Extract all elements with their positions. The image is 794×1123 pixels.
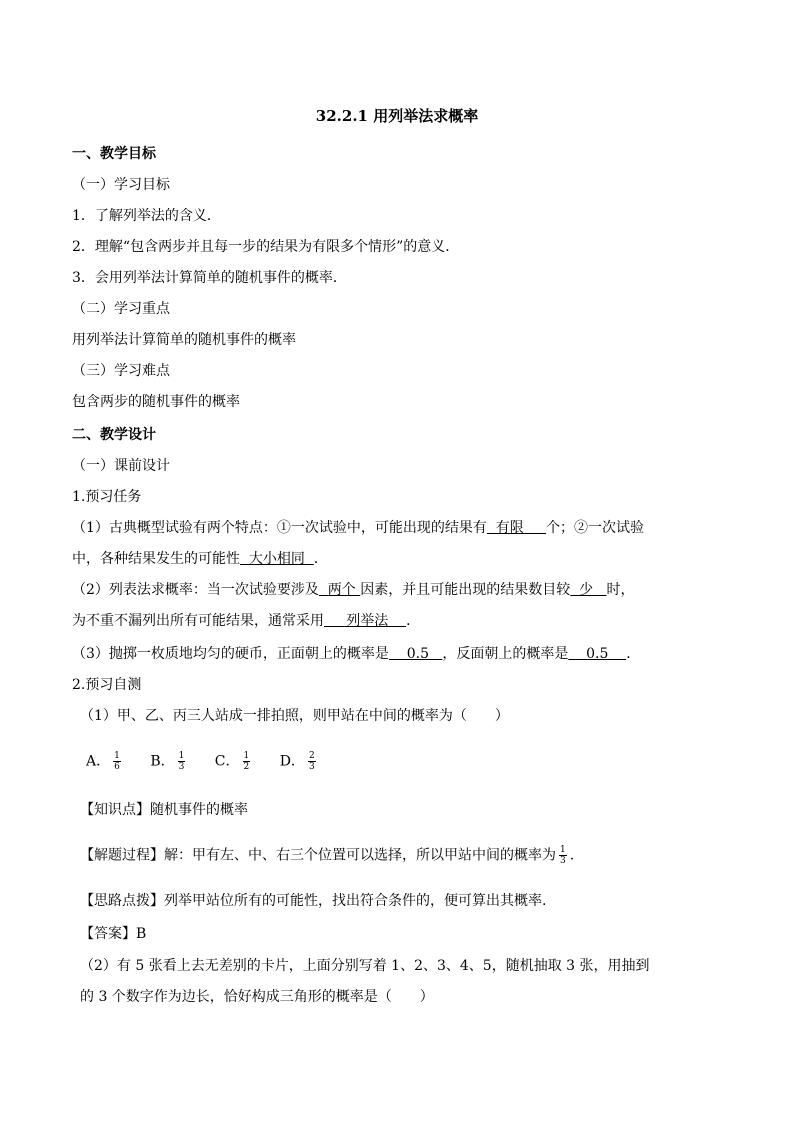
answer-blank: 有限 [486, 520, 547, 536]
answer-blank: 0.5 [388, 646, 443, 662]
answer-blank: 大小相同 [240, 551, 314, 567]
fraction: $\frac{1}{6}$ [114, 751, 120, 772]
subheading-learning-goals: （一）学习目标 [72, 177, 170, 193]
answer-blank: 少 [570, 582, 607, 598]
fraction: $\frac{1}{3}$ [178, 751, 185, 772]
answer: 【答案】B [80, 926, 147, 942]
answer-blank: 两个 [318, 582, 361, 598]
answer-tag: 【答案】 [80, 926, 136, 942]
answer-blank: 0.5 [568, 646, 627, 662]
task-2-line-1: （2）列表法求概率：当一次试验要涉及 两个 因素，并且可能出现的结果数目较 少 时， [72, 582, 635, 598]
option-c: C． $\frac{1}{2}$ [214, 751, 250, 772]
task-2-line-2: 为不重不漏列出所有可能结果，通常采用 列举法 ． [72, 613, 421, 629]
answer-blank: 列举法 [324, 613, 407, 629]
subheading-key-points: （二）学习重点 [72, 301, 170, 317]
fraction: $\frac{2}{3}$ [308, 751, 315, 772]
hint: 【思路点拨】列举甲站位所有的可能性，找出符合条件的，便可算出其概率. [80, 893, 547, 909]
option-d: D． $\frac{2}{3}$ [279, 751, 315, 772]
hint-tag: 【思路点拨】 [80, 893, 164, 909]
knowledge-point: 【知识点】随机事件的概率 [80, 802, 248, 818]
section-heading-design: 二、教学设计 [72, 427, 156, 443]
subheading-pre-class: （一）课前设计 [72, 458, 170, 474]
solution-process: 【解题过程】解：甲有左、中、右三个位置可以选择，所以甲站中间的概率为 $\frac{1}{3}$ . [80, 845, 575, 866]
fraction: $\frac{1}{3}$ [560, 845, 566, 866]
key-points-text: 用列举法计算简单的随机事件的概率 [72, 332, 296, 348]
solution-process-tag: 【解题过程】 [80, 847, 164, 864]
goal-item-1: 1．了解列举法的含义． [72, 208, 221, 224]
difficulties-text: 包含两步的随机事件的概率 [72, 394, 240, 410]
task-1-line-2: 中，各种结果发生的可能性 大小相同 ． [72, 551, 328, 567]
goal-item-2: 2．理解“包含两步并且每一步的结果为有限多个情形”的意义． [72, 239, 460, 255]
question-2-line-2: 的 3 个数字作为边长，恰好构成三角形的概率是（ ） [80, 989, 434, 1005]
knowledge-point-tag: 【知识点】 [80, 802, 150, 818]
section-heading-goals: 一、教学目标 [72, 146, 156, 162]
subheading-difficulties: （三）学习难点 [72, 363, 170, 379]
goal-item-3: 3．会用列举法计算简单的随机事件的概率． [72, 270, 347, 286]
answer-options [86, 751, 341, 772]
self-test-heading: 2.预习自测 [72, 677, 142, 693]
preview-task-heading: 1.预习任务 [72, 489, 142, 505]
task-3-line: （3）抛掷一枚质地均匀的硬币，正面朝上的概率是 0.5 ，反面朝上的概率是 0.5 ． [72, 646, 641, 662]
option-b: B． $\frac{1}{3}$ [150, 751, 185, 772]
page-title: 32.2.1 用列举法求概率 [315, 107, 479, 125]
question-2-line-1: （2）有 5 张看上去无差别的卡片，上面分别写着 1、2、3、4、5，随机抽取 3 张，用抽到 [80, 958, 650, 974]
question-1: （1）甲、乙、丙三人站成一排拍照，则甲站在中间的概率为（ ） [80, 708, 509, 724]
fraction: $\frac{1}{2}$ [243, 751, 250, 772]
task-1-line-1: （1）古典概型试验有两个特点：①一次试验中，可能出现的结果有 有限 个；②一次试验 [72, 520, 645, 536]
option-a: A． $\frac{1}{6}$ [86, 751, 120, 772]
